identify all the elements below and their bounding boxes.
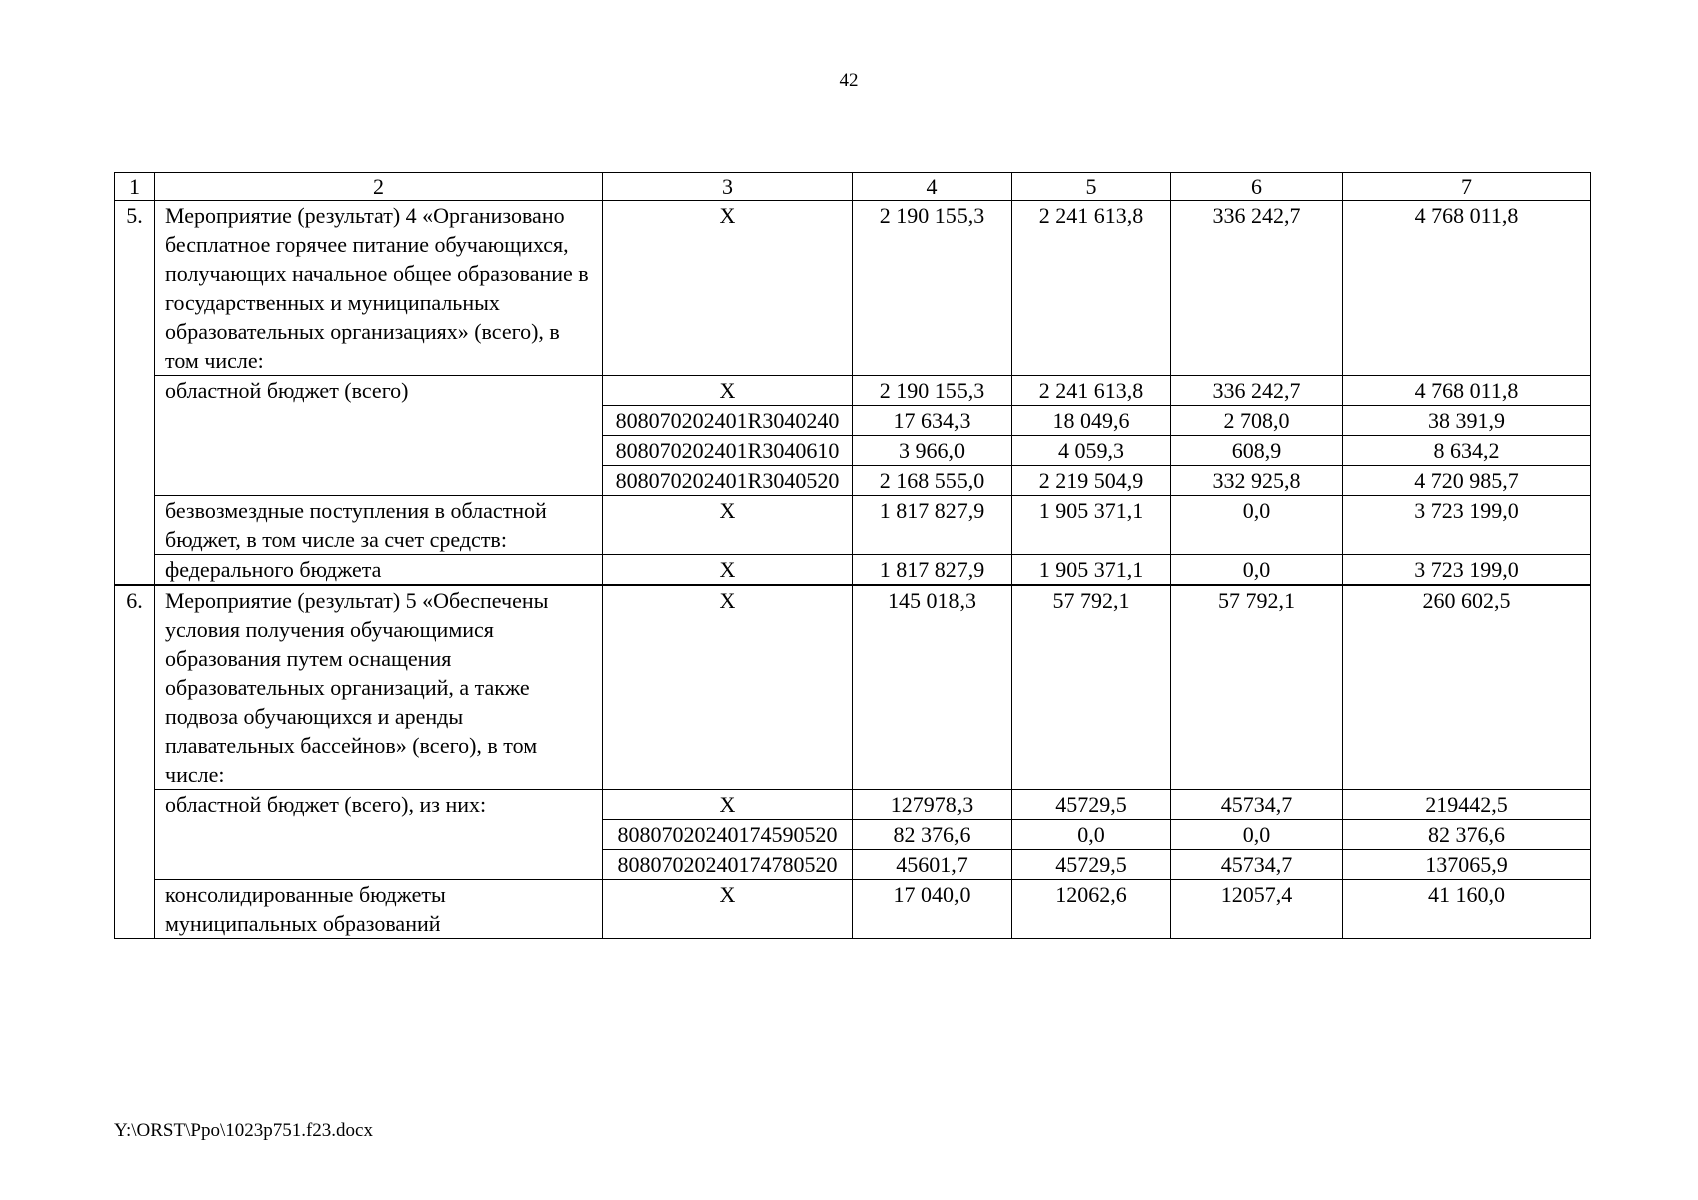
value-cell: 2 241 613,8	[1012, 376, 1171, 406]
header-cell: 4	[853, 173, 1012, 201]
header-cell: 3	[603, 173, 853, 201]
value-cell: 12062,6	[1012, 880, 1171, 939]
value-cell: 45601,7	[853, 850, 1012, 880]
value-cell: 336 242,7	[1171, 376, 1343, 406]
value-cell: 17 634,3	[853, 406, 1012, 436]
value-cell: 3 966,0	[853, 436, 1012, 466]
value-cell: 57 792,1	[1171, 585, 1343, 790]
budget-code: Х	[603, 555, 853, 586]
value-cell: 3 723 199,0	[1343, 555, 1591, 586]
table-row	[115, 790, 1591, 820]
budget-code: 80807020240174780520	[603, 850, 853, 880]
value-cell: 2 219 504,9	[1012, 466, 1171, 496]
value-cell: 4 059,3	[1012, 436, 1171, 466]
value-cell: 1 905 371,1	[1012, 496, 1171, 555]
value-cell: 608,9	[1171, 436, 1343, 466]
table-row	[115, 555, 1591, 586]
value-cell: 4 768 011,8	[1343, 376, 1591, 406]
value-cell: 12057,4	[1171, 880, 1343, 939]
value-cell: 137065,9	[1343, 850, 1591, 880]
budget-code: 808070202401R3040520	[603, 466, 853, 496]
value-cell: 82 376,6	[1343, 820, 1591, 850]
value-cell: 2 241 613,8	[1012, 201, 1171, 376]
value-cell: 45729,5	[1012, 790, 1171, 820]
header-cell: 2	[155, 173, 603, 201]
value-cell: 41 160,0	[1343, 880, 1591, 939]
budget-code: Х	[603, 880, 853, 939]
value-cell: 0,0	[1012, 820, 1171, 850]
value-cell: 2 190 155,3	[853, 376, 1012, 406]
row-number: 5.	[115, 201, 155, 586]
value-cell: 4 768 011,8	[1343, 201, 1591, 376]
value-cell: 260 602,5	[1343, 585, 1591, 790]
budget-code: 80807020240174590520	[603, 820, 853, 850]
header-cell: 6	[1171, 173, 1343, 201]
value-cell: 2 168 555,0	[853, 466, 1012, 496]
value-cell: 1 817 827,9	[853, 496, 1012, 555]
value-cell: 2 708,0	[1171, 406, 1343, 436]
budget-code: 808070202401R3040240	[603, 406, 853, 436]
value-cell: 3 723 199,0	[1343, 496, 1591, 555]
value-cell: 0,0	[1171, 496, 1343, 555]
value-cell: 1 817 827,9	[853, 555, 1012, 586]
value-cell: 0,0	[1171, 820, 1343, 850]
budget-code: 808070202401R3040610	[603, 436, 853, 466]
value-cell: 45729,5	[1012, 850, 1171, 880]
budget-code: Х	[603, 496, 853, 555]
header-cell: 1	[115, 173, 155, 201]
value-cell: 1 905 371,1	[1012, 555, 1171, 586]
page-number: 42	[839, 70, 859, 91]
row-name: Мероприятие (результат) 5 «Обеспечены условия получения обучающимися образования путем оснащения образовательных организаций, а также подвоза обучающихся и аренды плавательных бассейнов» (всего), в том числе:	[155, 585, 603, 790]
value-cell: 127978,3	[853, 790, 1012, 820]
row-name: безвозмездные поступления в областной бюджет, в том числе за счет средств:	[155, 496, 603, 555]
budget-code: Х	[603, 201, 853, 376]
value-cell: 18 049,6	[1012, 406, 1171, 436]
value-cell: 45734,7	[1171, 790, 1343, 820]
row-name: консолидированные бюджеты муниципальных образований	[155, 880, 603, 939]
value-cell: 57 792,1	[1012, 585, 1171, 790]
table-row	[115, 376, 1591, 406]
value-cell: 17 040,0	[853, 880, 1012, 939]
row-number: 6.	[115, 585, 155, 939]
budget-table	[114, 172, 1591, 939]
value-cell: 82 376,6	[853, 820, 1012, 850]
value-cell: 4 720 985,7	[1343, 466, 1591, 496]
table-row	[115, 496, 1591, 555]
row-name: Мероприятие (результат) 4 «Организовано бесплатное горячее питание обучающихся, получающих начальное общее образование в государственных и муниципальных образовательных организациях» (всего), в том числе:	[155, 201, 603, 376]
value-cell: 145 018,3	[853, 585, 1012, 790]
row-name: областной бюджет (всего)	[155, 376, 603, 496]
budget-code: Х	[603, 585, 853, 790]
value-cell: 38 391,9	[1343, 406, 1591, 436]
value-cell: 332 925,8	[1171, 466, 1343, 496]
value-cell: 0,0	[1171, 555, 1343, 586]
table-row	[115, 201, 1591, 376]
row-name: областной бюджет (всего), из них:	[155, 790, 603, 880]
footer-file-path: Y:\ORST\Ppo\1023p751.f23.docx	[114, 1120, 373, 1141]
value-cell: 45734,7	[1171, 850, 1343, 880]
table-row	[115, 880, 1591, 939]
header-cell: 5	[1012, 173, 1171, 201]
header-row	[115, 173, 1591, 201]
value-cell: 2 190 155,3	[853, 201, 1012, 376]
header-cell: 7	[1343, 173, 1591, 201]
table-row	[115, 585, 1591, 790]
budget-code: Х	[603, 376, 853, 406]
value-cell: 219442,5	[1343, 790, 1591, 820]
row-name: федерального бюджета	[155, 555, 603, 586]
budget-code: Х	[603, 790, 853, 820]
value-cell: 8 634,2	[1343, 436, 1591, 466]
value-cell: 336 242,7	[1171, 201, 1343, 376]
